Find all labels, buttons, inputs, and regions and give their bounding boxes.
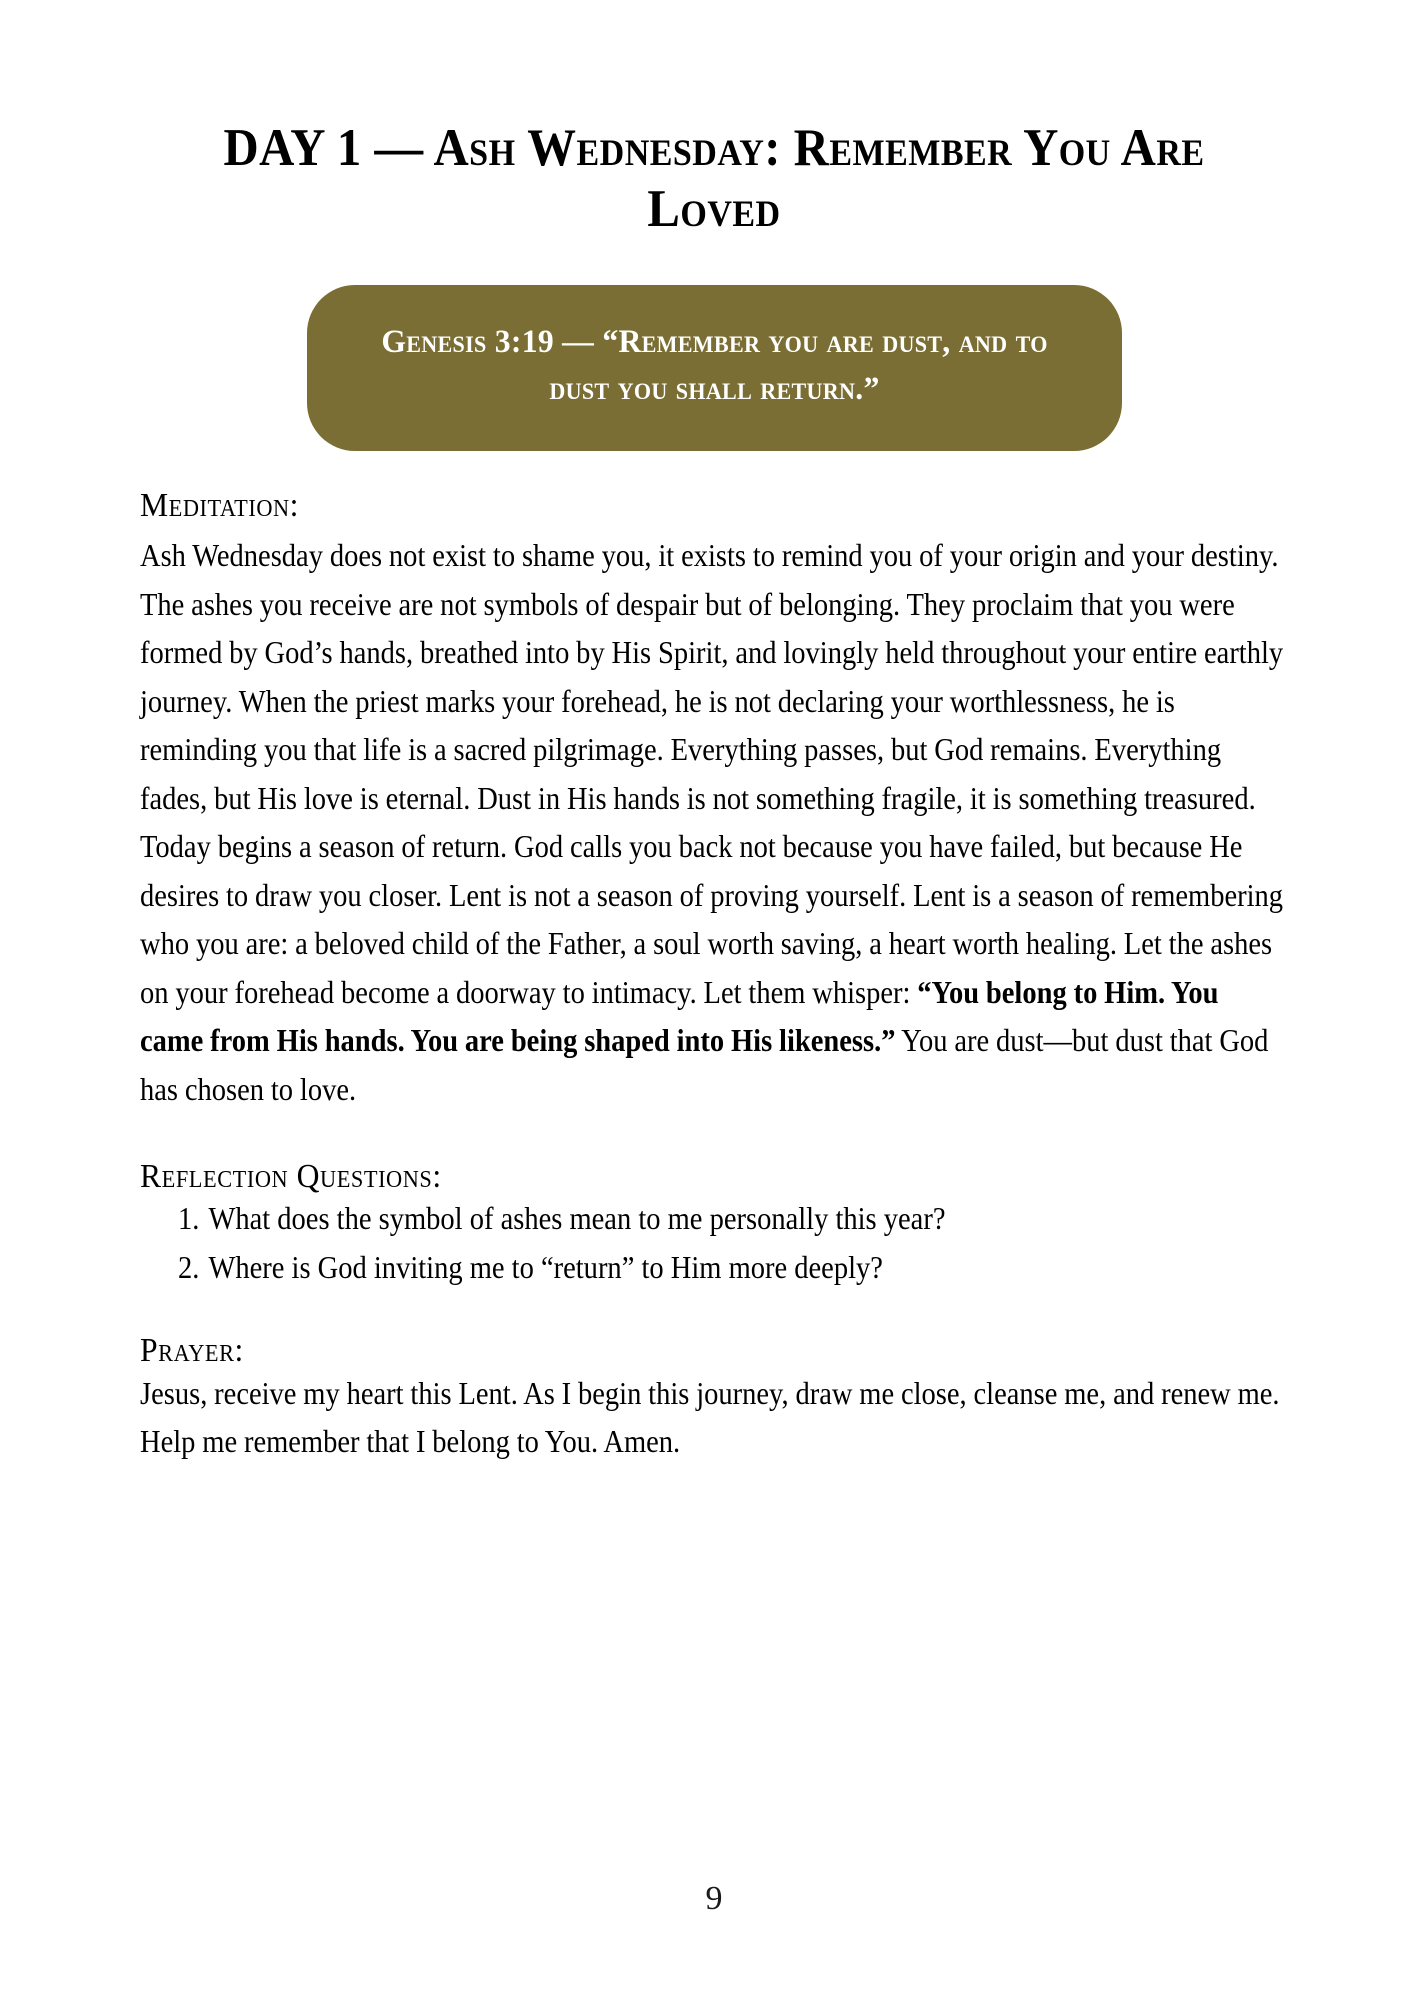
meditation-paragraph-2: [140, 823, 1288, 1114]
page-number: 9: [705, 1880, 723, 1917]
page-title-subject: Ash Wednesday: Remember: [433, 119, 1013, 177]
meditation-p2-tail: You are dust—but dust that God has chosen to love.: [140, 1023, 1269, 1107]
question-text: Where is God inviting me to “return” to Him more deeply?: [208, 1249, 883, 1285]
meditation-p2-lead: Today begins a season of return. God calls you back not because you have failed, but because He desires to draw you closer. Lent is not a season of proving yourself. Lent is a season of remembering who you are: a beloved child of the Father, a soul worth saving, a heart worth healing. Let the ashes on your forehead become a doorway to intimacy. Let them whisper:: [140, 829, 1284, 1010]
question-text: What does the symbol of ashes mean to me personally this year?: [208, 1201, 946, 1237]
meditation-p2-emphasis: “You belong to Him. You came from His hands. You are being shaped into His likeness.”: [140, 974, 1219, 1059]
page-title-line2: You Are Loved: [647, 119, 1205, 239]
reflection-questions-heading: Reflection Questions:: [140, 1158, 442, 1196]
prayer-text: Jesus, receive my heart this Lent. As I begin this journey, draw me close, cleanse me, and renew me. Help me remember that I belong to You. Amen.: [140, 1375, 1280, 1460]
reflection-questions-list: [140, 1195, 1288, 1292]
prayer-heading: Prayer:: [140, 1332, 244, 1370]
page-title-dash: —: [361, 119, 434, 177]
scripture-callout-box: [307, 285, 1122, 451]
section-spacer: [140, 1292, 1288, 1332]
section-spacer: [140, 1114, 1288, 1158]
question-number: 1.: [178, 1201, 200, 1237]
list-item: [140, 1244, 1288, 1293]
scripture-verse-text: Genesis 3:19 — “Remember you are dust, and to dust you shall return.”: [380, 323, 1048, 407]
page-title-day: DAY 1: [223, 119, 362, 177]
meditation-heading: Meditation:: [140, 486, 300, 524]
question-number: 2.: [178, 1249, 200, 1285]
list-item: [140, 1195, 1288, 1244]
page-title: [186, 0, 1242, 241]
meditation-paragraph-1: Ash Wednesday does not exist to shame you, it exists to remind you of your origin and your destiny. The ashes you receive are not symbols of despair but of belonging. They proclaim that you were formed by God’s hands, breathed into by His Spirit, and lovingly held throughout your entire earthly journey. When the priest marks your forehead, he is not declaring your worthlessness, he is reminding you that life is a sacred pilgrimage. Everything passes, but God remains. Everything fades, but His love is eternal. Dust in His hands is not something fragile, it is something treasured.: [140, 538, 1284, 816]
